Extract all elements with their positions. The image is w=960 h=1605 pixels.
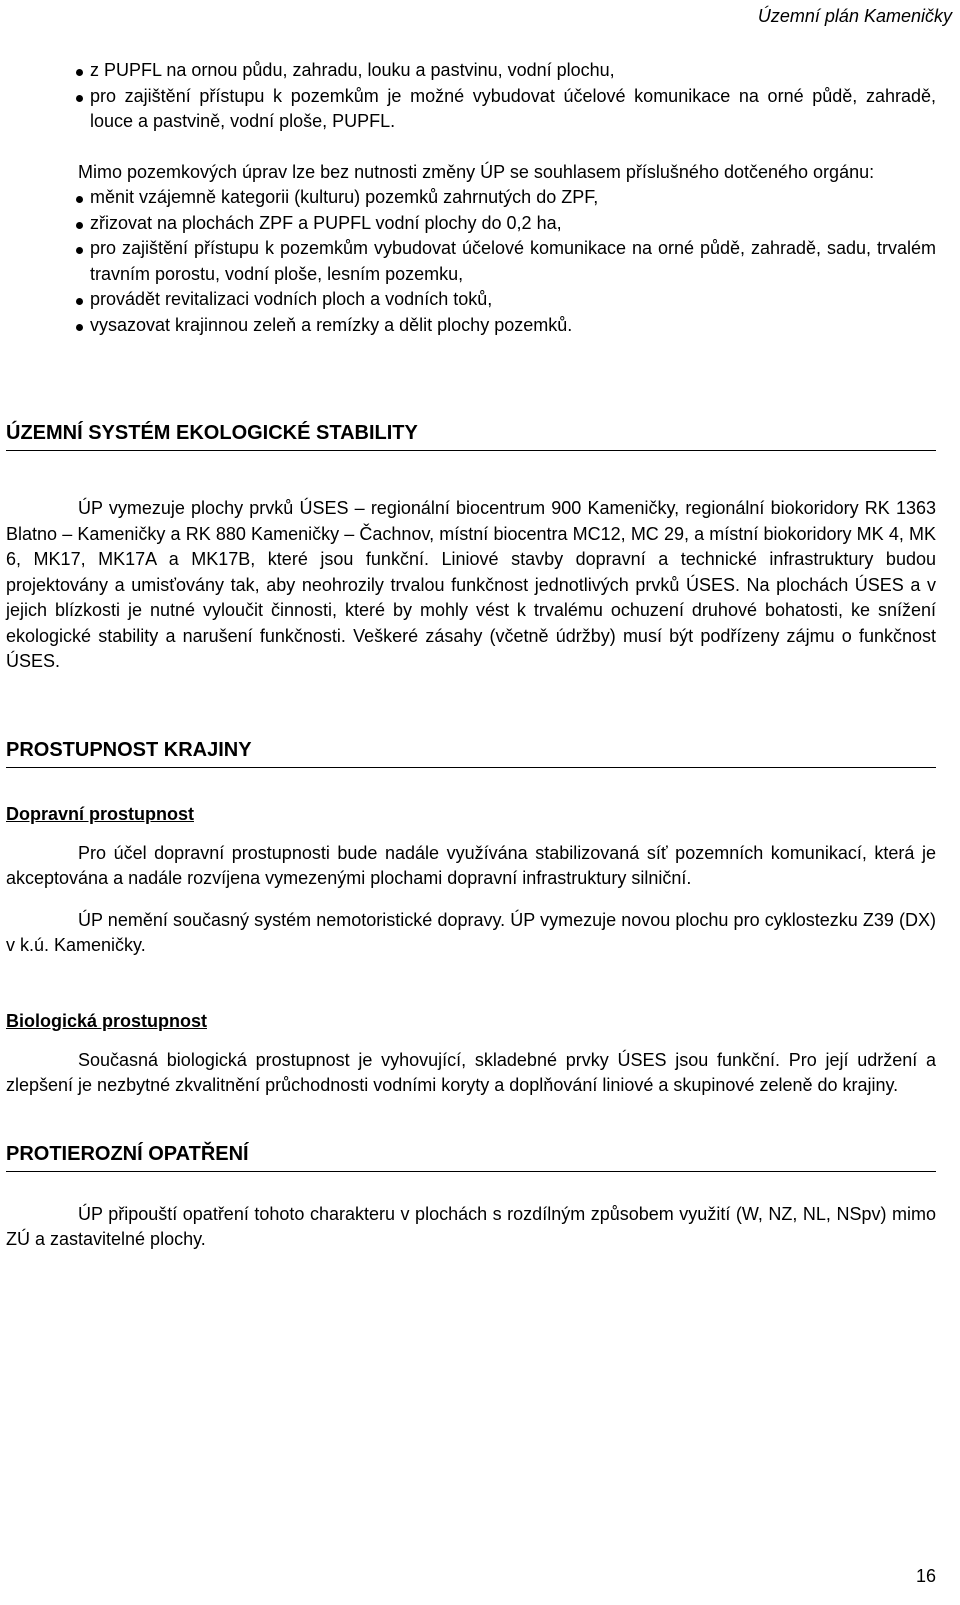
protierozni-heading: PROTIEROZNÍ OPATŘENÍ: [6, 1143, 936, 1172]
protierozni-paragraph: ÚP připouští opatření tohoto charakteru v plochách s rozdílným způsobem využití (W, NZ, NL, NSpv) mimo ZÚ a zastavitelné plochy.: [6, 1203, 936, 1249]
list-item: měnit vzájemně kategorii (kulturu) pozemků zahrnutých do ZPF,: [6, 185, 936, 211]
top-bullet-list: [6, 58, 936, 135]
list-item: vysazovat krajinnou zeleň a remízky a dělit plochy pozemků.: [6, 313, 936, 339]
doprava-paragraph-1: Pro účel dopravní prostupnosti bude nadále využívána stabilizovaná síť pozemních komunikací, která je akceptována a nadále rozvíjena vymezenými plochami dopravní infrastruktury silniční.: [6, 842, 936, 888]
list-item: z PUPFL na ornou půdu, zahradu, louku a pastvinu, vodní plochu,: [6, 58, 936, 84]
list-item: pro zajištění přístupu k pozemkům vybudovat účelové komunikace na orné půdě, zahradě, sadu, trvalém travním porostu, vodní ploše, lesním pozemku,: [6, 236, 936, 287]
page-content: [6, 58, 936, 1253]
list-item: pro zajištění přístupu k pozemkům je možné vybudovat účelové komunikace na orné půdě, zahradě, louce a pastvině, vodní ploše, PUPFL.: [6, 84, 936, 135]
uses-paragraph: ÚP vymezuje plochy prvků ÚSES – regionální biocentrum 900 Kameničky, regionální biokoridory RK 1363 Blatno – Kameničky a RK 880 Kameničky – Čachnov, místní biocentra MC12, MC 29, a místní biokoridory MK 4, MK 6, MK17, MK17A a MK17B, které jsou funkční. Liniové stavby dopravní a technické infrastruktury budou projektovány a umisťovány tak, aby neohrozily trvalou funkčnost jednotlivých prvků ÚSES. Na plochách ÚSES a v jejich blízkosti je nutné vyloučit činnosti, které by mohly vést k trvalému ochuzení druhové bohatosti, ke snížení ekologické stability a narušení funkčnosti. Veškeré zásahy (včetně údržby) musí být podřízeny zájmu o funkčnost ÚSES.: [6, 498, 936, 671]
doprava-paragraph-2: ÚP nemění současný systém nemotoristické dopravy. ÚP vymezuje novou plochu pro cyklostezku Z39 (DX) v k.ú. Kameničky.: [6, 909, 936, 955]
list-item: zřizovat na plochách ZPF a PUPFL vodní plochy do 0,2 ha,: [6, 211, 936, 237]
doprava-subheading: Dopravní prostupnost: [6, 803, 194, 824]
page-number: 16: [915, 1566, 936, 1586]
intro-paragraph: Mimo pozemkových úprav lze bez nutnosti změny ÚP se souhlasem příslušného dotčeného orgánu:: [78, 161, 875, 182]
prostupnost-heading: PROSTUPNOST KRAJINY: [6, 739, 936, 768]
document-header: Územní plán Kameničky: [757, 6, 952, 26]
list-item: provádět revitalizaci vodních ploch a vodních toků,: [6, 287, 936, 313]
intro-bullet-list: [6, 185, 936, 338]
bio-paragraph: Současná biologická prostupnost je vyhovující, skladebné prvky ÚSES jsou funkční. Pro její udržení a zlepšení je nezbytné zkvalitnění průchodnosti vodními koryty a doplňování liniové a skupinové zeleně do krajiny.: [6, 1049, 936, 1095]
bio-subheading: Biologická prostupnost: [6, 1010, 208, 1031]
uses-heading: ÚZEMNÍ SYSTÉM EKOLOGICKÉ STABILITY: [6, 422, 936, 451]
